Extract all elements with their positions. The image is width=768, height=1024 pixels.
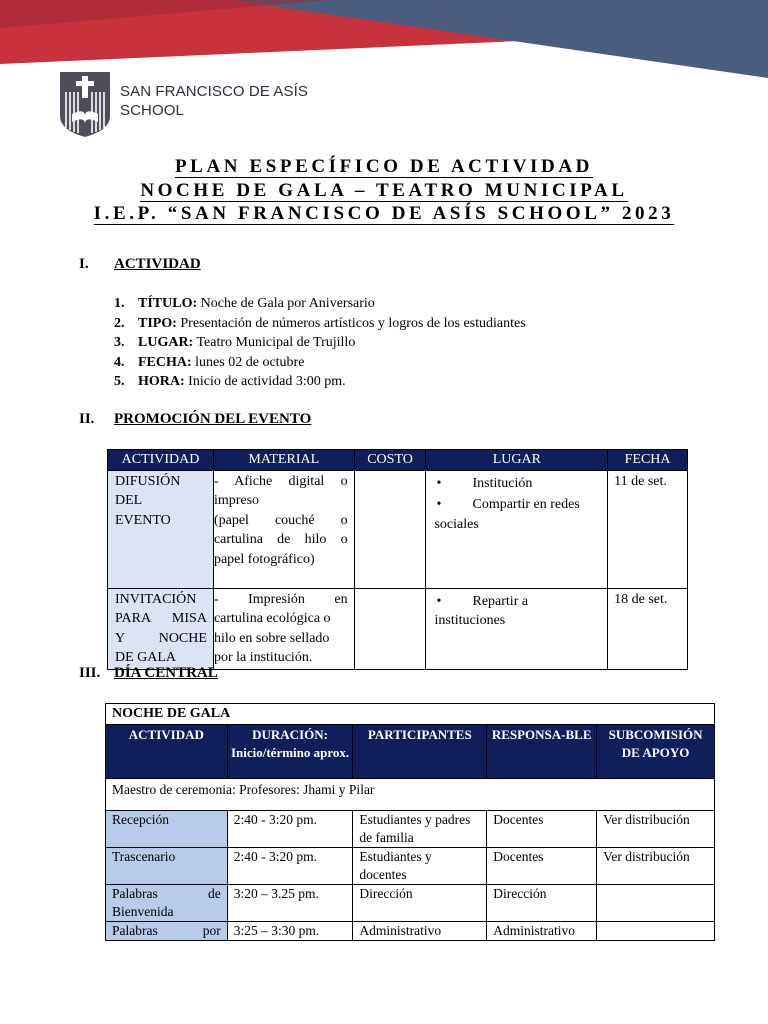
cell-fecha: 18 de set. [608,588,688,669]
cell-actividad: Palabras por [106,922,228,941]
column-header: MATERIAL [213,450,354,471]
promotion-table [107,449,688,670]
cell-actividad: Trascenario [106,848,228,885]
column-header: ACTIVIDAD [106,725,228,779]
column-header: LUGAR [426,450,608,471]
cell-duracion: 3:25 – 3:30 pm. [227,922,353,941]
list-item: 1. TÍTULO: Noche de Gala por Aniversario [114,296,375,311]
title-line2: NOCHE DE GALA – TEATRO MUNICIPAL [140,180,628,201]
cell-material: - Afiche digital o impreso (papel couché o cartulina de hilo o papel fotográfico) [213,470,354,588]
table-caption-row [106,704,715,725]
section-1-heading: I. ACTIVIDAD [79,256,201,272]
table-row [108,470,688,588]
cell-material: - Impresión en cartulina ecológica o hilo en sobre sellado por la institución. [213,588,354,669]
cell-subcomision [597,885,715,922]
cell-responsable: Docentes [487,848,597,885]
cell-actividad: INVITACIÓN PARA MISA Y NOCHE DE GALA [108,588,214,669]
column-header: SUBCOMISIÓN DE APOYO [597,725,715,779]
cell-actividad: Palabras de Bienvenida [106,885,228,922]
table-row [106,885,715,922]
cell-lugar [426,470,608,588]
cell-participantes: Dirección [353,885,487,922]
list-item: 5. HORA: Inicio de actividad 3:00 pm. [114,374,346,389]
cell-subcomision: Ver distribución [597,811,715,848]
column-header: RESPONSA-BLE [487,725,597,779]
school-logo [58,70,308,142]
school-name-line2: SCHOOL [120,102,184,119]
shield-cross-icon [58,70,112,138]
bullet-item: • Compartir en redes sociales [434,497,580,532]
central-day-table [105,703,715,941]
cell-costo [354,470,426,588]
cell-actividad: DIFUSIÓN DEL EVENTO [108,470,214,588]
school-name [120,82,308,120]
cell-responsable: Administrativo [487,922,597,941]
list-item: 3. LUGAR: Teatro Municipal de Trujillo [114,335,356,350]
cell-responsable: Dirección [487,885,597,922]
ceremony-row [106,779,715,811]
cell-participantes: Administrativo [353,922,487,941]
cell-fecha: 11 de set. [608,470,688,588]
table-header-row [108,450,688,471]
column-header: ACTIVIDAD [108,450,214,471]
bullet-item: • Repartir a instituciones [434,593,529,628]
table-caption: NOCHE DE GALA [106,704,715,725]
table-row [106,848,715,885]
column-header: FECHA [608,450,688,471]
cell-responsable: Docentes [487,811,597,848]
section-3-heading: III. DÍA CENTRAL [79,665,218,681]
cell-duracion: 2:40 - 3:20 pm. [227,811,353,848]
cell-duracion: 2:40 - 3:20 pm. [227,848,353,885]
column-header: COSTO [354,450,426,471]
list-item: 2. TIPO: Presentación de números artísticos y logros de los estudiantes [114,315,526,331]
cell-actividad: Recepción [106,811,228,848]
cell-costo [354,588,426,669]
table-row [108,588,688,669]
cell-subcomision: Ver distribución [597,848,715,885]
list-item: 4. FECHA: lunes 02 de octubre [114,354,305,370]
ceremony-text: Maestro de ceremonia: Profesores: Jhami y Pilar [106,779,715,811]
cell-lugar [426,588,608,669]
title-line1: PLAN ESPECÍFICO DE ACTIVIDAD [174,156,594,177]
school-name-line1: SAN FRANCISCO DE ASÍS [120,83,308,100]
table-header-row [106,725,715,779]
section-2-heading: II. PROMOCIÓN DEL EVENTO [79,411,312,427]
bullet-item: • Institución [436,475,533,491]
activity-details-list [114,294,526,392]
cell-participantes: Estudiantes y docentes [353,848,487,885]
column-header: PARTICIPANTES [353,725,487,779]
cell-participantes: Estudiantes y padres de familia [353,811,487,848]
table-row [106,922,715,941]
table-row [106,811,715,848]
cell-subcomision [597,922,715,941]
cell-duracion: 3:20 – 3.25 pm. [227,885,353,922]
column-header: DURACIÓN: Inicio/término aprox. [227,725,353,779]
title-line3: I.E.P. “SAN FRANCISCO DE ASÍS SCHOOL” 2023 [93,203,675,224]
